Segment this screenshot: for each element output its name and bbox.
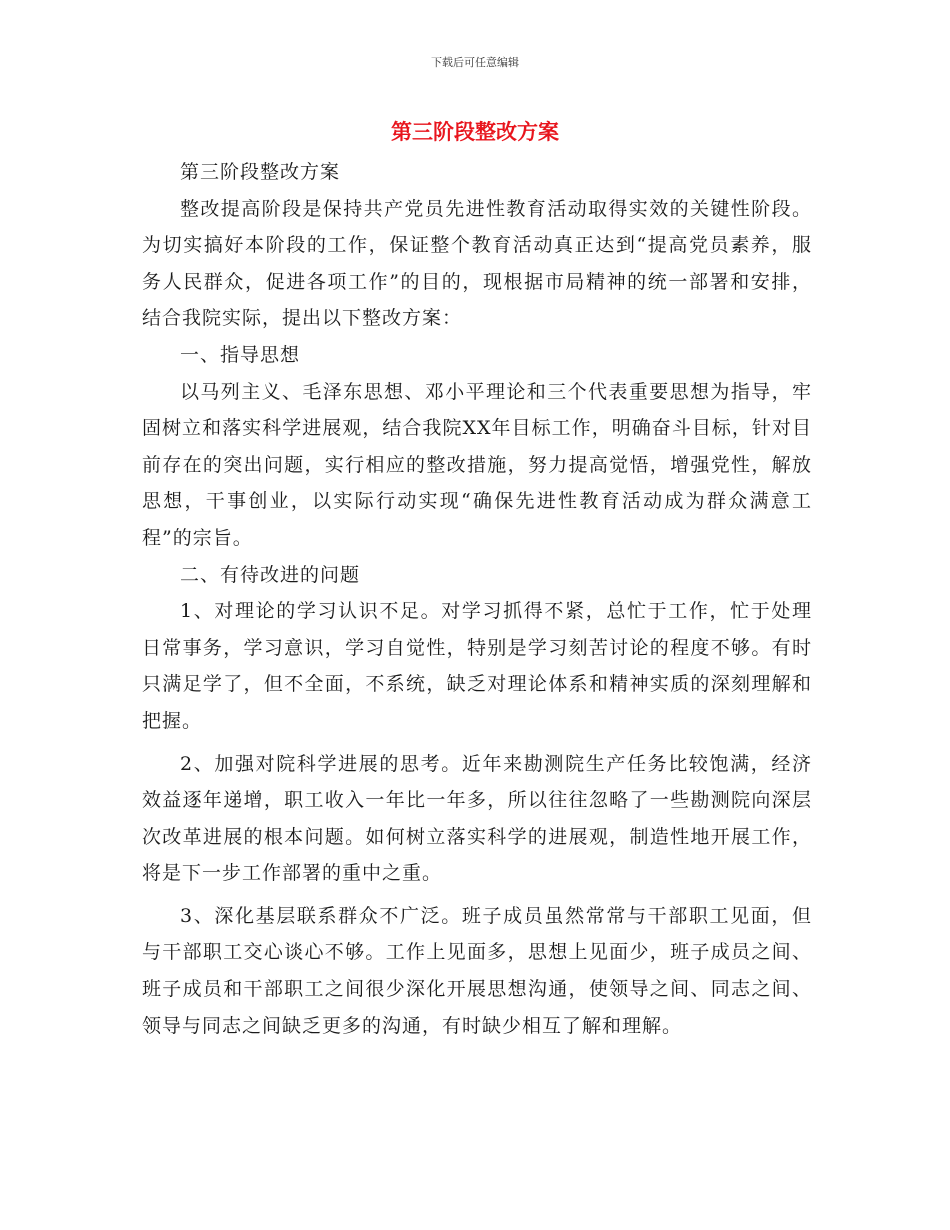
paragraph-subtitle: 第三阶段整改方案 bbox=[180, 161, 341, 183]
section-heading-issues: 二、有待改进的问题 bbox=[180, 563, 361, 586]
header-note: 下载后可任意编辑 bbox=[431, 56, 519, 69]
paragraph-guiding-thought: 以马列主义、毛泽东思想、邓小平理论和三个代表重要思想为指导，牢固树立和落实科学进展观，结合我院XX年目标工作，明确奋斗目标，针对目前存在的突出问题，实行相应的整改措施，努力提高觉悟，增强党性，解放思想，干事创业，以实际行动实现“确保先进性教育活动成为群众满意工程”的宗旨。 bbox=[142, 380, 812, 549]
document-title: 第三阶段整改方案 bbox=[391, 120, 559, 144]
paragraph-issue-3: 3、深化基层联系群众不广泛。班子成员虽然常常与干部职工见面，但与干部职工交心谈心不够。工作上见面多，思想上见面少，班子成员之间、班子成员和干部职工之间很少深化开展思想沟通，使领导之间、同志之间、领导与同志之间缺乏更多的沟通，有时缺少相互了解和理解。 bbox=[142, 904, 812, 1037]
document-body bbox=[142, 154, 812, 1044]
paragraph-issue-2: 2、加强对院科学进展的思考。近年来勘测院生产任务比较饱满，经济效益逐年递增，职工收入一年比一年多，所以往往忽略了一些勘测院向深层次改革进展的根本问题。如何树立落实科学的进展观，制造性地开展工作，将是下一步工作部署的重中之重。 bbox=[142, 752, 812, 885]
section-heading-guiding-thought: 一、指导思想 bbox=[180, 343, 301, 366]
paragraph-intro: 整改提高阶段是保持共产党员先进性教育活动取得实效的关键性阶段。为切实搞好本阶段的工作，保证整个教育活动真正达到“提高党员素养，服务人民群众，促进各项工作”的目的，现根据市局精神的统一部署和安排，结合我院实际，提出以下整改方案： bbox=[142, 197, 812, 330]
paragraph-issue-1: 1、对理论的学习认识不足。对学习抓得不紧，总忙于工作，忙于处理日常事务，学习意识，学习自觉性，特别是学习刻苦讨论的程度不够。有时只满足学了，但不全面，不系统，缺乏对理论体系和精神实质的深刻理解和把握。 bbox=[142, 600, 812, 732]
